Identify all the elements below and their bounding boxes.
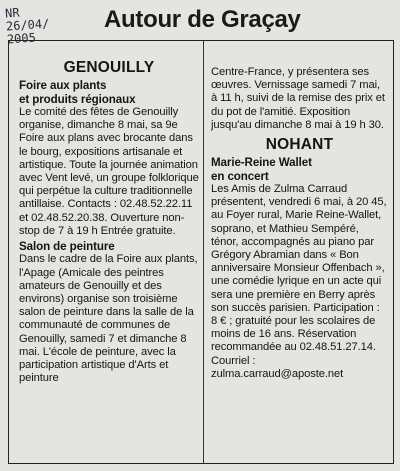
article-body: Les Amis de Zulma Carraud présentent, vendredi 6 mai, à 20 45, au Foyer rural, Marie Reine-Wallet, soprano, et Mathieu Sempéré, ténor, accompagnés au piano par Grégory Abramian dans « Bon anniversaire Monsieur Offenbach », une comédie lyrique en un acte qui sera une première en Berry après son succès parisien. Participation : 8 € ; gratuité pour les scolaires de moins de 16 ans. Réservation recommandée au 02.48.51.27.14. Courriel : xyxy=(211,183,387,367)
location-heading-genouilly: GENOUILLY xyxy=(63,59,155,76)
section-title: Autour de Graçay xyxy=(104,6,301,33)
left-column xyxy=(19,61,199,385)
right-column xyxy=(211,66,388,381)
article-title: Marie-Reine Wallet xyxy=(211,156,312,170)
article-title: Salon de peinture xyxy=(19,240,115,254)
article-title: et produits régionaux xyxy=(19,92,136,106)
handwritten-line: 26/04/ xyxy=(5,16,50,34)
handwritten-line: 2005 xyxy=(6,30,37,47)
contact-email: zulma.carraud@aposte.net xyxy=(211,367,344,380)
article-body: Dans le cadre de la Foire aux plants, l'Apage (Amicale des peintres amateurs de Genouilly et des environs) organise son troisième salon de peinture dans la salle de la communauté de communes de Genouilly, samedi 7 et dimanche 8 mai. L'école de peinture, avec la participation artistique d'Arts et peinture xyxy=(19,253,198,385)
column-divider xyxy=(203,40,204,464)
location-heading-nohant: NOHANT xyxy=(265,136,334,154)
article-title: en concert xyxy=(211,169,269,183)
handwritten-line: NR xyxy=(4,5,21,21)
article-title: Foire aux plants xyxy=(19,79,107,93)
article-body-continued: Centre-France, y présentera ses œuvres. Vernissage samedi 7 mai, à 11 h, suivi de la remise des prix et du pot de l'amitié. Exposition jusqu'au dimanche 8 mai à 19 h 30. xyxy=(211,66,385,131)
article-body: Le comité des fêtes de Genouilly organise, dimanche 8 mai, sa 9e Foire aux plans avec brocante dans le bourg, expositions artisanale et artistique. Toute la journée animation avec Vent levé, un groupe folklorique qui perpétue la culture traditionnelle antillaise. Contacts : 02.48.52.22.11 et 02.48.52.20.38. Ouverture non-stop de 7 à 19 h Entrée gratuite. xyxy=(19,106,199,237)
